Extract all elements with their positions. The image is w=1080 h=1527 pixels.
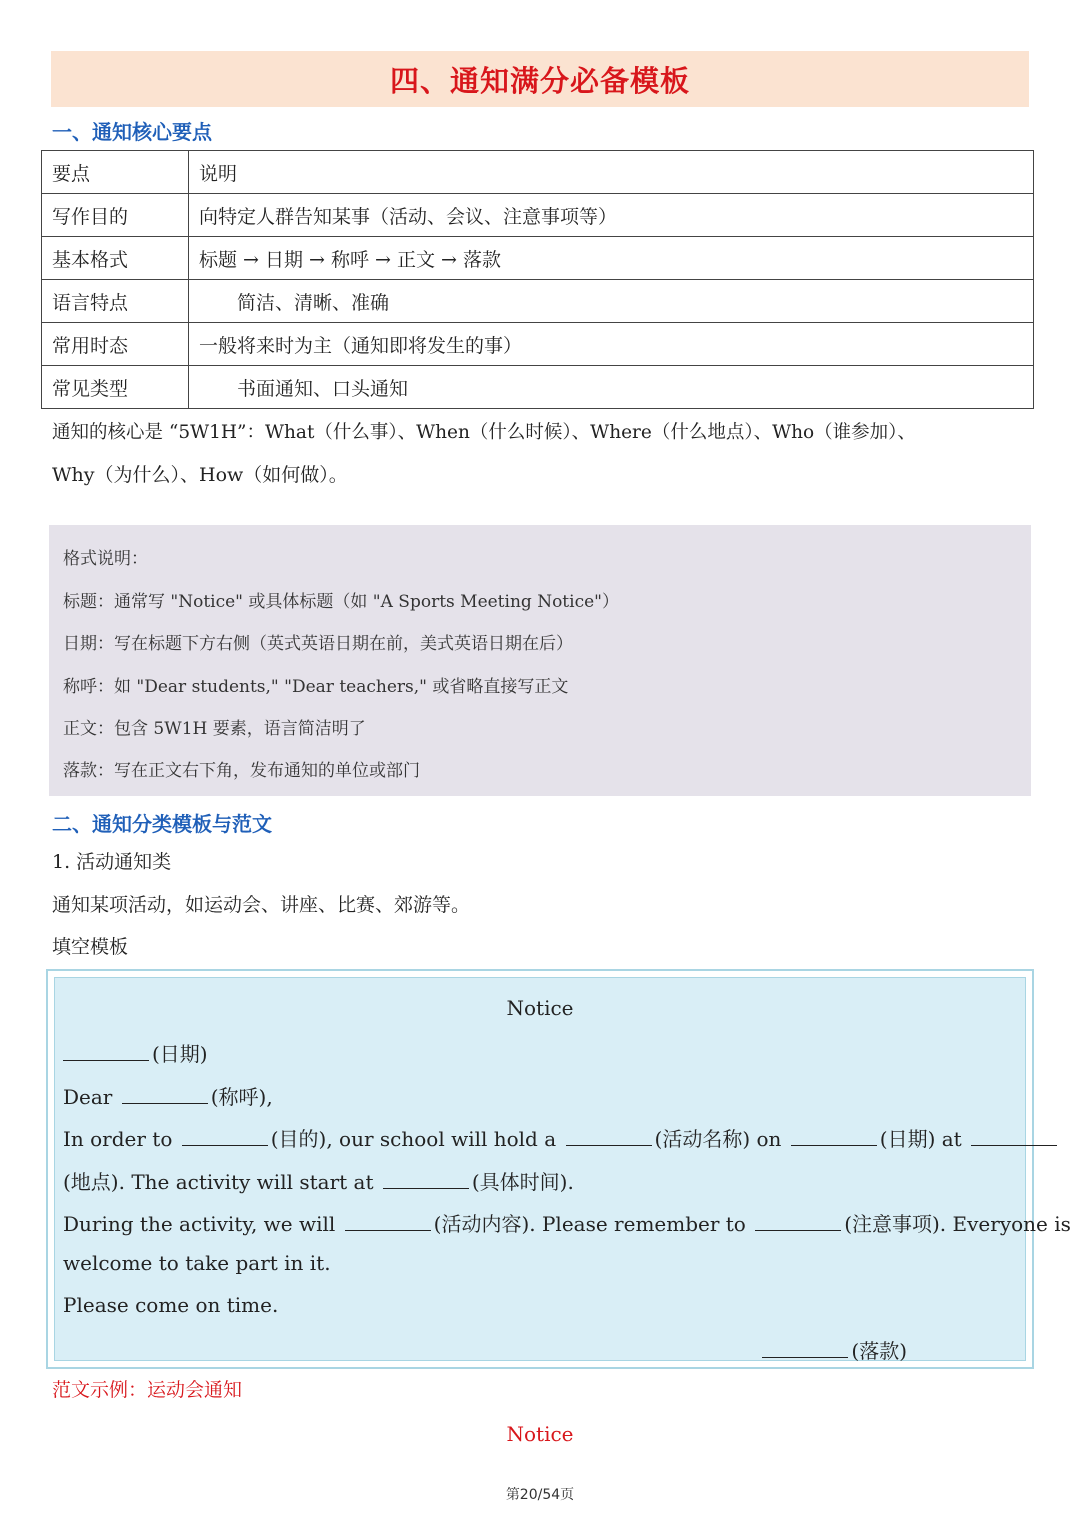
table-cell: 书面通知、口头通知 bbox=[189, 366, 1034, 409]
format-notes-heading: 格式说明： bbox=[63, 549, 148, 569]
template-salutation-line bbox=[63, 1081, 273, 1110]
table-row bbox=[42, 323, 1034, 366]
table-row bbox=[42, 237, 1034, 280]
title-banner bbox=[51, 51, 1029, 107]
blank-line bbox=[383, 1187, 469, 1189]
subsection-title: 1. 活动通知类 bbox=[52, 851, 172, 873]
page-title: 四、通知满分必备模板 bbox=[389, 63, 690, 98]
blank-line bbox=[791, 1144, 877, 1146]
blank-line bbox=[566, 1144, 652, 1146]
template-text: In order to bbox=[63, 1127, 173, 1151]
template-text: (地点). The activity will start at bbox=[63, 1170, 374, 1194]
blank-line bbox=[755, 1229, 841, 1231]
template-sign-line bbox=[759, 1335, 907, 1364]
template-text: (活动内容). Please remember to bbox=[433, 1212, 746, 1236]
table-cell: 写作目的 bbox=[42, 194, 189, 237]
template-date-line bbox=[63, 1038, 208, 1067]
core-5w1h-line2: Why（为什么）、How（如何做）。 bbox=[52, 464, 348, 486]
fill-template-box bbox=[46, 969, 1071, 1369]
template-text: (目的), our school will hold a bbox=[270, 1127, 557, 1151]
format-note-line: 正文：包含 5W1H 要素，语言简洁明了 bbox=[63, 719, 366, 739]
template-text: (具体时间). bbox=[471, 1170, 574, 1194]
format-notes-box bbox=[49, 525, 1031, 796]
blank-line bbox=[122, 1102, 208, 1104]
table-row bbox=[42, 280, 1034, 323]
table-header-cell: 说明 bbox=[189, 151, 1034, 194]
table-cell: 简洁、清晰、准确 bbox=[189, 280, 1034, 323]
blank-line bbox=[182, 1144, 268, 1146]
fill-template-inner bbox=[54, 977, 1071, 1363]
table-cell: 标题 → 日期 → 称呼 → 正文 → 落款 bbox=[189, 237, 1034, 280]
table-cell: 常用时态 bbox=[42, 323, 189, 366]
format-note-line: 称呼：如 "Dear students," "Dear teachers," 或省略直接写正文 bbox=[63, 677, 569, 697]
template-closing-line: Please come on time. bbox=[63, 1293, 279, 1317]
example-title: Notice bbox=[506, 1422, 574, 1446]
template-text: (日期) at bbox=[879, 1127, 962, 1151]
page-number: 第20/54页 bbox=[505, 1487, 575, 1503]
template-hint: (称呼), bbox=[210, 1085, 273, 1109]
section-heading-templates: 二、通知分类模板与范文 bbox=[52, 812, 272, 836]
table-row bbox=[42, 194, 1034, 237]
template-body-line4: welcome to take part in it. bbox=[63, 1251, 331, 1275]
table-cell: 基本格式 bbox=[42, 237, 189, 280]
template-title: Notice bbox=[506, 996, 574, 1020]
template-text: Dear bbox=[63, 1085, 113, 1109]
blank-line bbox=[63, 1059, 149, 1061]
fill-template-label: 填空模板 bbox=[52, 936, 129, 958]
section-heading-core: 一、通知核心要点 bbox=[52, 120, 212, 144]
format-note-line: 落款：写在正文右下角，发布通知的单位或部门 bbox=[63, 761, 420, 781]
subsection-description: 通知某项活动，如运动会、讲座、比赛、郊游等。 bbox=[52, 894, 471, 916]
template-text: During the activity, we will bbox=[63, 1212, 336, 1236]
blank-line bbox=[762, 1356, 848, 1358]
example-label: 范文示例：运动会通知 bbox=[52, 1379, 243, 1401]
format-note-line: 日期：写在标题下方右侧（英式英语日期在前，美式英语日期在后） bbox=[63, 634, 573, 654]
template-body-line1 bbox=[63, 1123, 1060, 1152]
template-body-line3 bbox=[63, 1208, 1071, 1237]
table-row bbox=[42, 366, 1034, 409]
blank-line bbox=[345, 1229, 431, 1231]
template-body-line2 bbox=[63, 1166, 574, 1195]
table-header-cell: 要点 bbox=[42, 151, 189, 194]
template-hint: (落款) bbox=[851, 1339, 907, 1363]
table-cell: 一般将来时为主（通知即将发生的事） bbox=[189, 323, 1034, 366]
table-cell: 语言特点 bbox=[42, 280, 189, 323]
table-header-row bbox=[42, 151, 1034, 194]
table-cell: 向特定人群告知某事（活动、会议、注意事项等） bbox=[189, 194, 1034, 237]
key-points-table bbox=[41, 150, 1034, 409]
template-text: (活动名称) on bbox=[654, 1127, 782, 1151]
template-text: (注意事项). Everyone is bbox=[844, 1212, 1071, 1236]
format-note-line: 标题：通常写 "Notice" 或具体标题（如 "A Sports Meeting Notice"） bbox=[63, 592, 619, 612]
core-5w1h-line1: 通知的核心是 “5W1H”：What（什么事）、When（什么时候）、Where（什么地点）、Who（谁参加）、 bbox=[52, 422, 916, 443]
template-hint: (日期) bbox=[152, 1042, 208, 1066]
blank-line bbox=[971, 1144, 1057, 1146]
table-cell: 常见类型 bbox=[42, 366, 189, 409]
